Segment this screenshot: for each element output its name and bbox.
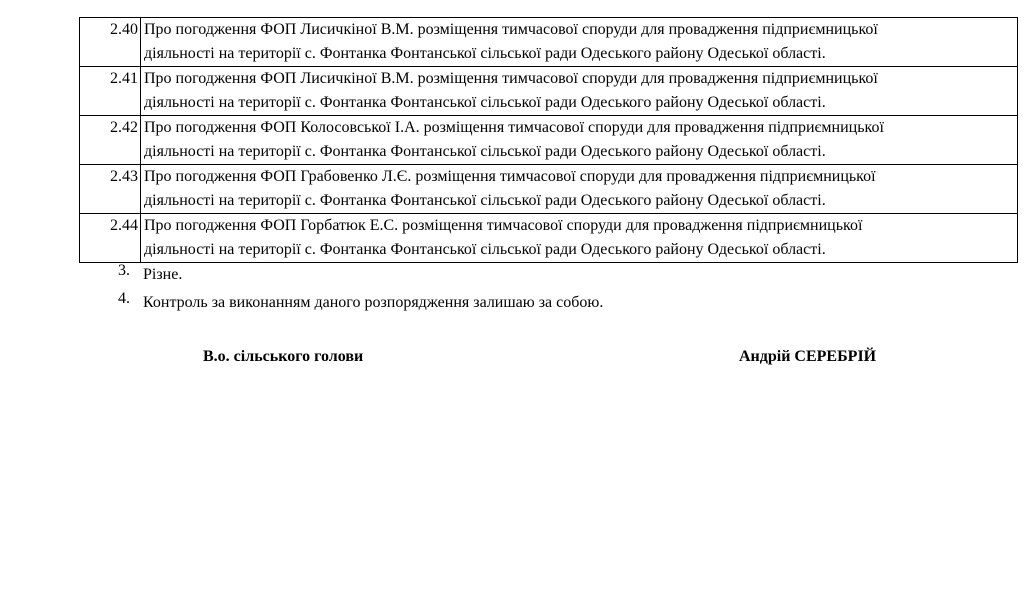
list-item-text: Контроль за виконанням даного розпорядження залишаю за собою. (143, 294, 604, 311)
row-text-line: Про погодження ФОП Горбатюк Е.С. розміщення тимчасової споруди для провадження підприємницької (144, 217, 863, 234)
row-number: 2.43 (80, 165, 141, 214)
row-number: 2.41 (80, 67, 141, 116)
row-text-line: діяльності на території с. Фонтанка Фонтанської сільської ради Одеського району Одеської області. (144, 241, 826, 258)
table-row (80, 116, 1018, 165)
table-row (80, 165, 1018, 214)
list-marker: 4. (118, 290, 130, 307)
list-item-text: Різне. (143, 266, 183, 283)
list-item-control (118, 292, 603, 314)
row-number: 2.42 (80, 116, 141, 165)
row-text-line: діяльності на території с. Фонтанка Фонтанської сільської ради Одеського району Одеської області. (144, 192, 826, 209)
row-text-line: Про погодження ФОП Лисичкіної В.М. розміщення тимчасової споруди для провадження підприємницької (144, 21, 878, 38)
list-item-other (118, 264, 182, 286)
row-text (141, 67, 1018, 116)
row-number: 2.44 (80, 214, 141, 263)
table-row (80, 18, 1018, 67)
row-text (141, 214, 1018, 263)
signature-name: Андрій СЕРЕБРІЙ (739, 348, 877, 365)
row-text (141, 165, 1018, 214)
row-text-line: діяльності на території с. Фонтанка Фонтанської сільської ради Одеського району Одеської області. (144, 45, 826, 62)
row-text-line: Про погодження ФОП Колосовської І.А. розміщення тимчасової споруди для провадження підприємницької (144, 119, 884, 136)
row-text-line: Про погодження ФОП Лисичкіної В.М. розміщення тимчасової споруди для провадження підприємницької (144, 70, 878, 87)
agenda-table (79, 17, 1018, 263)
row-text-line: діяльності на території с. Фонтанка Фонтанської сільської ради Одеського району Одеської області. (144, 94, 826, 111)
table-row (80, 214, 1018, 263)
table-row (80, 67, 1018, 116)
row-text-line: Про погодження ФОП Грабовенко Л.Є. розміщення тимчасової споруди для провадження підприємницької (144, 168, 876, 185)
row-text (141, 18, 1018, 67)
list-marker: 3. (118, 262, 130, 279)
row-number: 2.40 (80, 18, 141, 67)
row-text (141, 116, 1018, 165)
signature-title: В.о. сільського голови (203, 348, 364, 365)
row-text-line: діяльності на території с. Фонтанка Фонтанської сільської ради Одеського району Одеської області. (144, 143, 826, 160)
